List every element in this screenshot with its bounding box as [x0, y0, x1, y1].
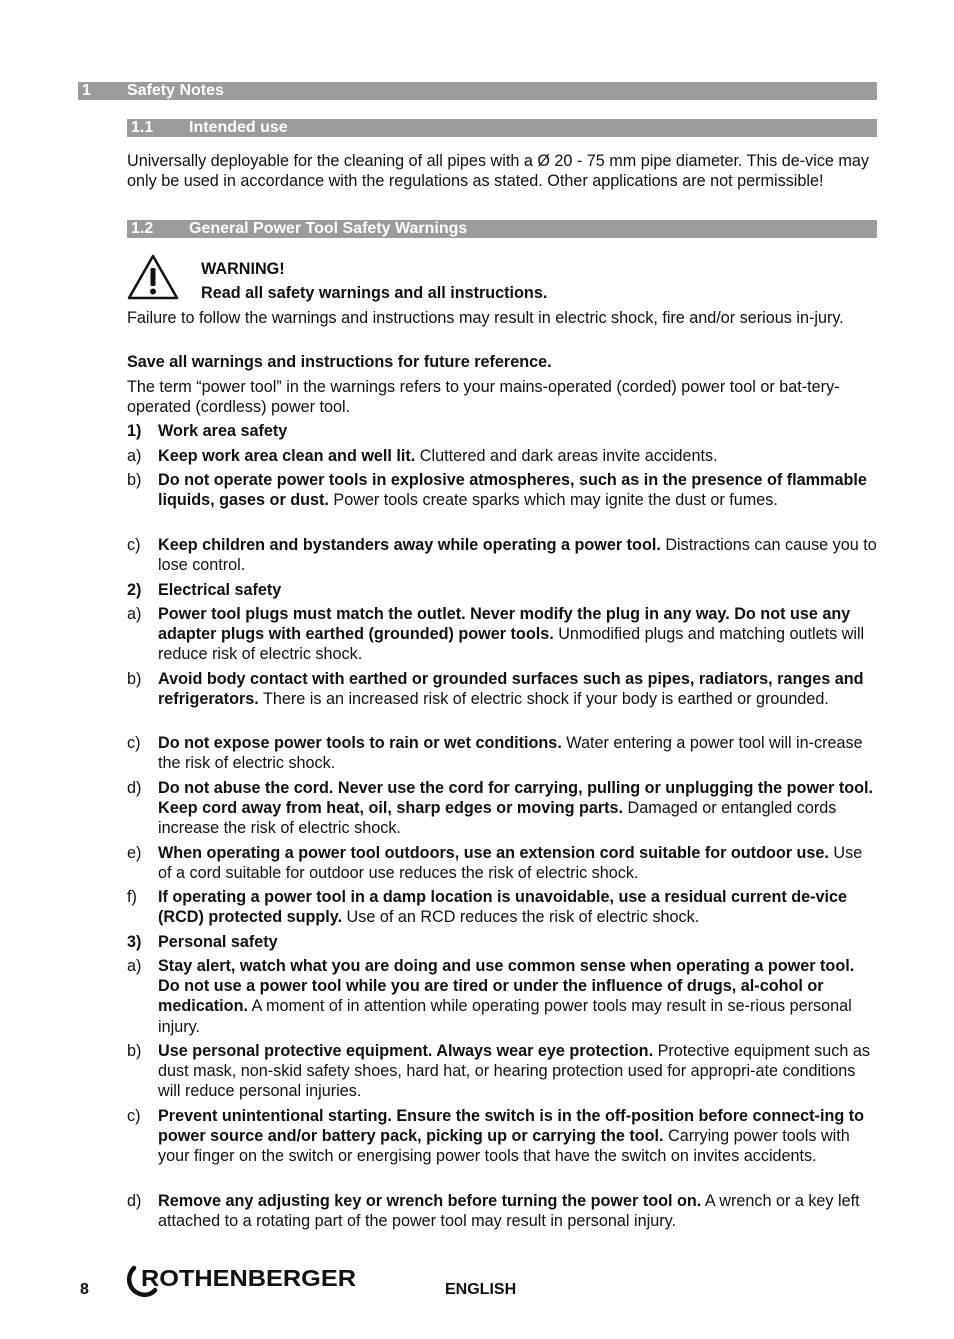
item-bold-text: Keep work area clean and well lit.: [158, 447, 416, 465]
item-label: a): [127, 447, 142, 465]
item-text: A wrench or a key left attached to a rotating part of the power tool may result in personal injury.: [158, 1192, 860, 1231]
item-label: c): [127, 1107, 141, 1125]
intro-paragraph-1: Failure to follow the warnings and instructions may result in electric shock, fire and/or serious in-jury.: [127, 309, 844, 327]
page-number: 8: [80, 1281, 89, 1298]
item-text: Use of an RCD reduces the risk of electric shock.: [342, 908, 700, 927]
item-text: Use of a cord suitable for outdoor use reduces the risk of electric shock.: [158, 844, 863, 883]
warning-title: WARNING!: [201, 260, 285, 278]
section-heading-safety-notes: [78, 82, 877, 100]
section-number: 1.2: [131, 220, 154, 237]
section-heading-general-warnings: [127, 220, 877, 238]
item-bold-text: Stay alert, watch what you are doing and use common sense when operating a power tool. Do not use a power tool while you are tired or under the influence of drugs, al-cohol or medication.: [158, 957, 855, 1016]
subsection-title: Electrical safety: [158, 581, 282, 599]
item-bold-text: Avoid body contact with earthed or grounded surfaces such as pipes, radiators, ranges and refrigerators.: [158, 670, 864, 709]
item-label: a): [127, 605, 142, 623]
item-label: a): [127, 957, 142, 975]
item-text: There is an increased risk of electric shock if your body is earthed or grounded.: [258, 690, 829, 709]
subsection-number: 3): [127, 933, 142, 951]
item-label: d): [127, 779, 142, 797]
item-bold-text: Keep children and bystanders away while operating a power tool.: [158, 536, 661, 554]
item-text: A moment of in attention while operating power tools may result in se-rious personal injury.: [158, 997, 852, 1036]
intro-paragraph-2: Save all warnings and instructions for future reference.: [127, 353, 552, 371]
logo-text: ROTHENBERGER: [141, 1265, 357, 1291]
item-label: c): [127, 734, 141, 752]
item-bold-text: Prevent unintentional starting. Ensure the switch is in the off-position before connect-ing to power source and/or battery pack, picking up or carrying the tool.: [158, 1107, 864, 1146]
item-bold-text: Use personal protective equipment. Always wear eye protection.: [158, 1042, 654, 1060]
item-bold-text: Power tool plugs must match the outlet. Never modify the plug in any way. Do not use any adapter plugs with earthed (grounded) power tools.: [158, 605, 851, 644]
item-text: Damaged or entangled cords increase the risk of electric shock.: [158, 799, 837, 838]
item-label: b): [127, 670, 142, 688]
item-label: f): [127, 888, 137, 906]
footer-language: ENGLISH: [445, 1281, 517, 1298]
subsection-number: 2): [127, 581, 142, 599]
section-heading-intended-use: [127, 119, 877, 137]
item-bold-text: When operating a power tool outdoors, use an extension cord suitable for outdoor use.: [158, 844, 829, 862]
item-bold-text: Do not operate power tools in explosive atmospheres, such as in the presence of flammable liquids, gases or dust.: [158, 471, 867, 510]
item-bold-text: Do not abuse the cord. Never use the cord for carrying, pulling or unplugging the power tool. Keep cord away from heat, oil, sharp edges or moving parts.: [158, 779, 873, 818]
item-text: Distractions can cause you to lose control.: [158, 536, 877, 575]
item-label: d): [127, 1192, 142, 1210]
item-bold-text: Remove any adjusting key or wrench before turning the power tool on.: [158, 1192, 702, 1210]
rothenberger-logo: [124, 1262, 360, 1298]
warning-triangle-icon: [126, 253, 180, 301]
item-text: Carrying power tools with your finger on the switch or energising power tools that have the switch on invites accidents.: [158, 1127, 850, 1166]
item-text: Cluttered and dark areas invite accidents.: [415, 447, 718, 465]
item-label: e): [127, 844, 142, 862]
item-label: b): [127, 1042, 142, 1060]
item-label: c): [127, 536, 141, 554]
section-number: 1.1: [131, 119, 154, 136]
section-title: General Power Tool Safety Warnings: [189, 220, 468, 237]
subsection-title: Personal safety: [158, 933, 278, 951]
item-label: b): [127, 471, 142, 489]
section-title: Intended use: [189, 119, 288, 136]
intended-use-paragraph: Universally deployable for the cleaning of all pipes with a Ø 20 - 75 mm pipe diameter. This de-vice may only be used in accordance with the regulations as stated. Other applications are not permissible!: [127, 152, 869, 191]
section-title: Safety Notes: [127, 82, 224, 99]
item-text: Protective equipment such as dust mask, non-skid safety shoes, hard hat, or hearing protection used for appropri-ate conditions will reduce personal injuries.: [158, 1042, 870, 1101]
item-bold-text: Do not expose power tools to rain or wet conditions.: [158, 734, 562, 752]
item-text: Power tools create sparks which may ignite the dust or fumes.: [328, 491, 778, 510]
intro-paragraph-3: The term “power tool” in the warnings refers to your mains-operated (corded) power tool or bat-tery-operated (cordless) power tool.: [127, 378, 840, 417]
item-text: Water entering a power tool will in-crease the risk of electric shock.: [158, 734, 863, 773]
subsection-number: 1): [127, 422, 142, 440]
section-number: 1: [82, 82, 91, 99]
item-bold-text: If operating a power tool in a damp location is unavoidable, use a residual current de-vice (RCD) protected supply.: [158, 888, 848, 927]
item-text: Unmodified plugs and matching outlets will reduce risk of electric shock.: [158, 625, 865, 664]
warning-text: Read all safety warnings and all instructions.: [201, 284, 548, 302]
subsection-title: Work area safety: [158, 422, 288, 440]
